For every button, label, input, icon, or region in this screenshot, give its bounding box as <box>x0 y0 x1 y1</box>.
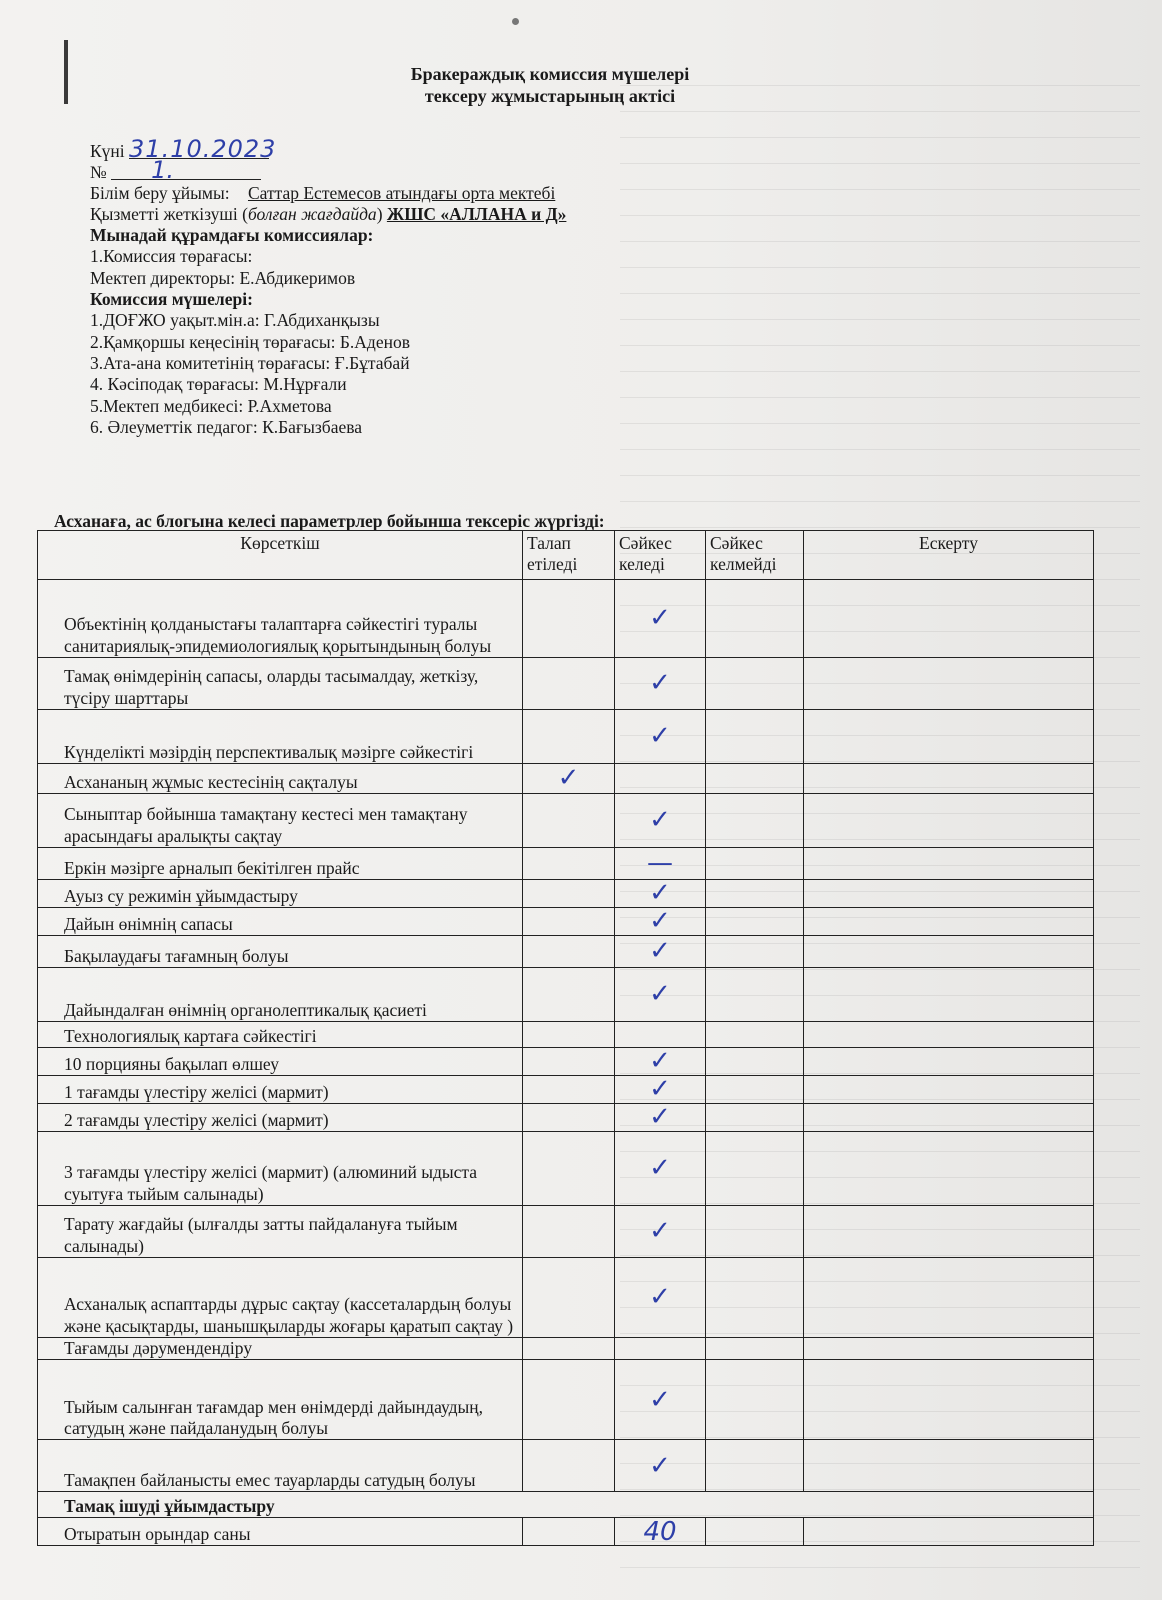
inspection-table <box>37 530 1094 1546</box>
handwritten-check-mark: ✓ <box>649 1102 671 1133</box>
supplier-label-part1: Қызметті жеткізуші ( <box>90 203 248 224</box>
indicator-cell: Сыныптар бойынша тамақтану кестесі мен тамақтану арасындағы аралықты сақтау <box>38 794 523 848</box>
supplier-value: ЖШС «АЛЛАНА и Д» <box>386 203 567 224</box>
required-cell <box>523 1338 615 1360</box>
required-cell <box>523 936 615 968</box>
indicator-cell: Тамақпен байланысты емес тауарларды сатудың болуы <box>38 1440 523 1492</box>
noncompliant-cell <box>706 1132 804 1206</box>
note-cell <box>804 658 1094 710</box>
compliant-cell <box>615 1258 706 1338</box>
handwritten-check-mark: ✓ <box>649 1153 671 1184</box>
noncompliant-cell <box>706 1338 804 1360</box>
noncompliant-cell <box>706 1206 804 1258</box>
table-header-row <box>38 531 1094 580</box>
handwritten-check-mark: ✓ <box>649 1074 671 1105</box>
compliant-cell <box>615 936 706 968</box>
handwritten-check-mark: ✓ <box>649 936 671 967</box>
compliant-cell <box>615 1076 706 1104</box>
indicator-cell: Дайындалған өнімнің органолептикалық қасиеті <box>38 968 523 1022</box>
noncompliant-cell <box>706 1258 804 1338</box>
required-cell <box>523 1206 615 1258</box>
compliant-cell <box>615 1104 706 1132</box>
handwritten-check-mark: ✓ <box>649 1450 671 1481</box>
indicator-cell: Технологиялық картаға сәйкестігі <box>38 1022 523 1048</box>
note-cell <box>804 1360 1094 1440</box>
document-title-line1: Бракераждық комиссия мүшелері <box>410 64 690 84</box>
member-5: 5.Мектеп медбикесі: Р.Ахметова <box>90 395 332 416</box>
indicator-cell: 1 тағамды үлестіру желісі (мармит) <box>38 1076 523 1104</box>
show-through-line <box>620 450 1140 476</box>
note-cell <box>804 580 1094 658</box>
col-header-required: Талап етіледі <box>523 531 615 580</box>
noncompliant-cell <box>706 764 804 794</box>
members-heading: Комиссия мүшелері: <box>90 289 253 310</box>
date-row <box>90 135 990 163</box>
required-cell <box>523 1048 615 1076</box>
date-label: Күні <box>90 141 125 161</box>
compliant-cell <box>615 848 706 880</box>
required-cell <box>523 1104 615 1132</box>
compliant-cell <box>615 1440 706 1492</box>
col-header-compliant: Сәйкес келеді <box>615 531 706 580</box>
table-row <box>38 936 1094 968</box>
noncompliant-cell <box>706 1076 804 1104</box>
noncompliant-cell <box>706 1360 804 1440</box>
note-cell <box>804 968 1094 1022</box>
compliant-cell <box>615 880 706 908</box>
table-row <box>38 1206 1094 1258</box>
handwritten-check-mark: ✓ <box>649 1216 671 1247</box>
member-2: 2.Қамқоршы кеңесінің төрағасы: Б.Аденов <box>90 331 410 352</box>
compliant-cell <box>615 1132 706 1206</box>
member-3: 3.Ата-ана комитетінің төрағасы: Ғ.Бұтабай <box>90 352 410 373</box>
required-cell <box>523 764 615 794</box>
note-cell <box>804 1104 1094 1132</box>
supplier-label-part2: ) <box>376 203 383 224</box>
col-header-noncompliant: Сәйкес келмейді <box>706 531 804 580</box>
organization-value: Саттар Естемесов атындағы орта мектебі <box>247 182 556 203</box>
table-row <box>38 658 1094 710</box>
handwritten-seat-count: 40 <box>643 1516 677 1547</box>
noncompliant-cell <box>706 1104 804 1132</box>
handwritten-check-mark: ✓ <box>649 805 671 836</box>
punch-dot <box>512 18 519 25</box>
table-row <box>38 1022 1094 1048</box>
noncompliant-cell <box>706 1440 804 1492</box>
indicator-cell: Күнделікті мәзірдің перспективалық мәзірге сәйкестігі <box>38 710 523 764</box>
document-title-line2: тексеру жұмыстарының актісі <box>424 86 676 106</box>
indicator-cell: Асхананың жұмыс кестесінің сақталуы <box>38 764 523 794</box>
compliant-cell <box>615 710 706 764</box>
note-cell <box>804 1022 1094 1048</box>
required-cell <box>523 1258 615 1338</box>
noncompliant-cell <box>706 880 804 908</box>
table-row <box>38 1048 1094 1076</box>
indicator-cell: Ауыз су режимін ұйымдастыру <box>38 880 523 908</box>
commission-heading: Мынадай құрамдағы комиссиялар: <box>90 225 374 246</box>
note-cell <box>804 1206 1094 1258</box>
compliant-cell <box>615 968 706 1022</box>
indicator-cell: Тамақ өнімдерінің сапасы, оларды тасымалдау, жеткізу, түсіру шарттары <box>38 658 523 710</box>
note-cell <box>804 936 1094 968</box>
indicator-cell: Дайын өнімнің сапасы <box>38 908 523 936</box>
handwritten-check-mark: ✓ <box>649 979 671 1010</box>
handwritten-check-mark: ✓ <box>557 763 580 794</box>
number-row <box>90 156 990 185</box>
col-header-note: Ескерту <box>804 531 1094 580</box>
required-cell <box>523 1518 615 1546</box>
note-cell <box>804 1076 1094 1104</box>
compliant-cell <box>615 1048 706 1076</box>
handwritten-check-mark: ✓ <box>649 668 671 699</box>
note-cell <box>804 794 1094 848</box>
section-heading: Тамақ ішуді ұйымдастыру <box>38 1492 1094 1518</box>
required-cell <box>523 794 615 848</box>
organization-label: Білім беру ұйымы: <box>90 182 230 203</box>
handwritten-check-mark: ✓ <box>649 878 671 909</box>
noncompliant-cell <box>706 794 804 848</box>
required-cell <box>523 908 615 936</box>
supplier-label-italic: болған жағдайда <box>247 203 377 224</box>
show-through-line <box>620 112 1140 138</box>
required-cell <box>523 580 615 658</box>
noncompliant-cell <box>706 1022 804 1048</box>
table-section-row <box>38 1492 1094 1518</box>
required-cell <box>523 848 615 880</box>
date-value: 31.10.2023 <box>129 135 277 163</box>
indicator-cell: 3 тағамды үлестіру желісі (мармит) (алюминий ыдыста суытуға тыйым салынады) <box>38 1132 523 1206</box>
table-row <box>38 1518 1094 1546</box>
note-cell <box>804 1258 1094 1338</box>
member-6: 6. Әлеуметтік педагог: К.Бағызбаева <box>90 416 363 437</box>
compliant-cell <box>615 1518 706 1546</box>
table-row <box>38 710 1094 764</box>
indicator-cell: 2 тағамды үлестіру желісі (мармит) <box>38 1104 523 1132</box>
handwritten-check-mark: ✓ <box>649 1046 671 1077</box>
table-row <box>38 968 1094 1022</box>
table-row <box>38 1338 1094 1360</box>
act-header <box>90 135 990 438</box>
compliant-cell <box>615 658 706 710</box>
indicator-cell: Объектінің қолданыстағы талаптарға сәйкестігі туралы санитариялық-эпидемиологиялық қорытындының болуы <box>38 580 523 658</box>
table-row <box>38 764 1094 794</box>
compliant-cell <box>615 1206 706 1258</box>
indicator-cell: 10 порцияны бақылап өлшеу <box>38 1048 523 1076</box>
required-cell <box>523 1132 615 1206</box>
noncompliant-cell <box>706 968 804 1022</box>
handwritten-check-mark: ✓ <box>649 603 671 634</box>
required-cell <box>523 710 615 764</box>
noncompliant-cell <box>706 908 804 936</box>
compliant-cell <box>615 908 706 936</box>
organization-row <box>90 183 990 204</box>
table-row <box>38 1440 1094 1492</box>
table-row <box>38 1258 1094 1338</box>
noncompliant-cell <box>706 580 804 658</box>
show-through-line <box>620 476 1140 502</box>
member-4: 4. Кәсіподақ төрағасы: М.Нұрғали <box>90 374 347 395</box>
number-value: 1. <box>111 161 261 180</box>
table-row <box>38 580 1094 658</box>
noncompliant-cell <box>706 658 804 710</box>
note-cell <box>804 764 1094 794</box>
compliant-cell <box>615 794 706 848</box>
indicator-cell: Бақылаудағы тағамның болуы <box>38 936 523 968</box>
note-cell <box>804 880 1094 908</box>
table-row <box>38 1360 1094 1440</box>
required-cell <box>523 1360 615 1440</box>
compliant-cell <box>615 1360 706 1440</box>
handwritten-check-mark: ✓ <box>649 1384 671 1415</box>
required-cell <box>523 1076 615 1104</box>
required-cell <box>523 1440 615 1492</box>
note-cell <box>804 1440 1094 1492</box>
indicator-cell: Асханалық аспаптарды дұрыс сақтау (кассеталардың болуы және қасықтарды, шанышқыларды жоғары қаратып сақтау ) <box>38 1258 523 1338</box>
compliant-cell <box>615 580 706 658</box>
noncompliant-cell <box>706 936 804 968</box>
required-cell <box>523 658 615 710</box>
member-1: 1.ДОҒЖО уақыт.мін.а: Г.Абдиханқызы <box>90 310 380 331</box>
note-cell <box>804 1338 1094 1360</box>
compliant-cell <box>615 1022 706 1048</box>
note-cell <box>804 710 1094 764</box>
noncompliant-cell <box>706 1048 804 1076</box>
noncompliant-cell <box>706 710 804 764</box>
required-cell <box>523 968 615 1022</box>
show-through-line <box>620 502 1140 528</box>
table-row <box>38 848 1094 880</box>
handwritten-dash-mark: — <box>647 848 673 879</box>
number-label: № <box>90 162 107 183</box>
noncompliant-cell <box>706 1518 804 1546</box>
indicator-cell: Тыйым салынған тағамдар мен өнімдерді дайындаудың, сатудың және пайдаланудың болуы <box>38 1360 523 1440</box>
required-cell <box>523 1022 615 1048</box>
handwritten-check-mark: ✓ <box>649 721 671 752</box>
note-cell <box>804 848 1094 880</box>
inspection-intro: Асханаға, ас блогына келесі параметрлер бойынша тексеріс жүргізді: <box>54 511 605 531</box>
table-row <box>38 1104 1094 1132</box>
chair-label: 1.Комиссия төрағасы: <box>90 246 253 267</box>
table-row <box>38 880 1094 908</box>
indicator-cell: Тағамды дәрумендендіру <box>38 1338 523 1360</box>
handwritten-check-mark: ✓ <box>649 1282 671 1313</box>
table-row <box>38 1076 1094 1104</box>
supplier-row <box>90 204 990 225</box>
show-through-line <box>620 1568 1140 1590</box>
note-cell <box>804 1518 1094 1546</box>
noncompliant-cell <box>706 848 804 880</box>
handwritten-check-mark: ✓ <box>649 906 671 937</box>
indicator-cell: Еркін мәзірге арналып бекітілген прайс <box>38 848 523 880</box>
compliant-cell <box>615 764 706 794</box>
note-cell <box>804 908 1094 936</box>
chair-value: Мектеп директоры: Е.Абдикеримов <box>90 267 356 288</box>
compliant-cell <box>615 1338 706 1360</box>
note-cell <box>804 1048 1094 1076</box>
required-cell <box>523 880 615 908</box>
indicator-cell: Отыратын орындар саны <box>38 1518 523 1546</box>
table-row <box>38 1132 1094 1206</box>
table-row <box>38 794 1094 848</box>
col-header-indicator: Көрсеткіш <box>38 531 523 580</box>
indicator-cell: Тарату жағдайы (ылғалды затты пайдалануға тыйым салынады) <box>38 1206 523 1258</box>
note-cell <box>804 1132 1094 1206</box>
table-row <box>38 908 1094 936</box>
